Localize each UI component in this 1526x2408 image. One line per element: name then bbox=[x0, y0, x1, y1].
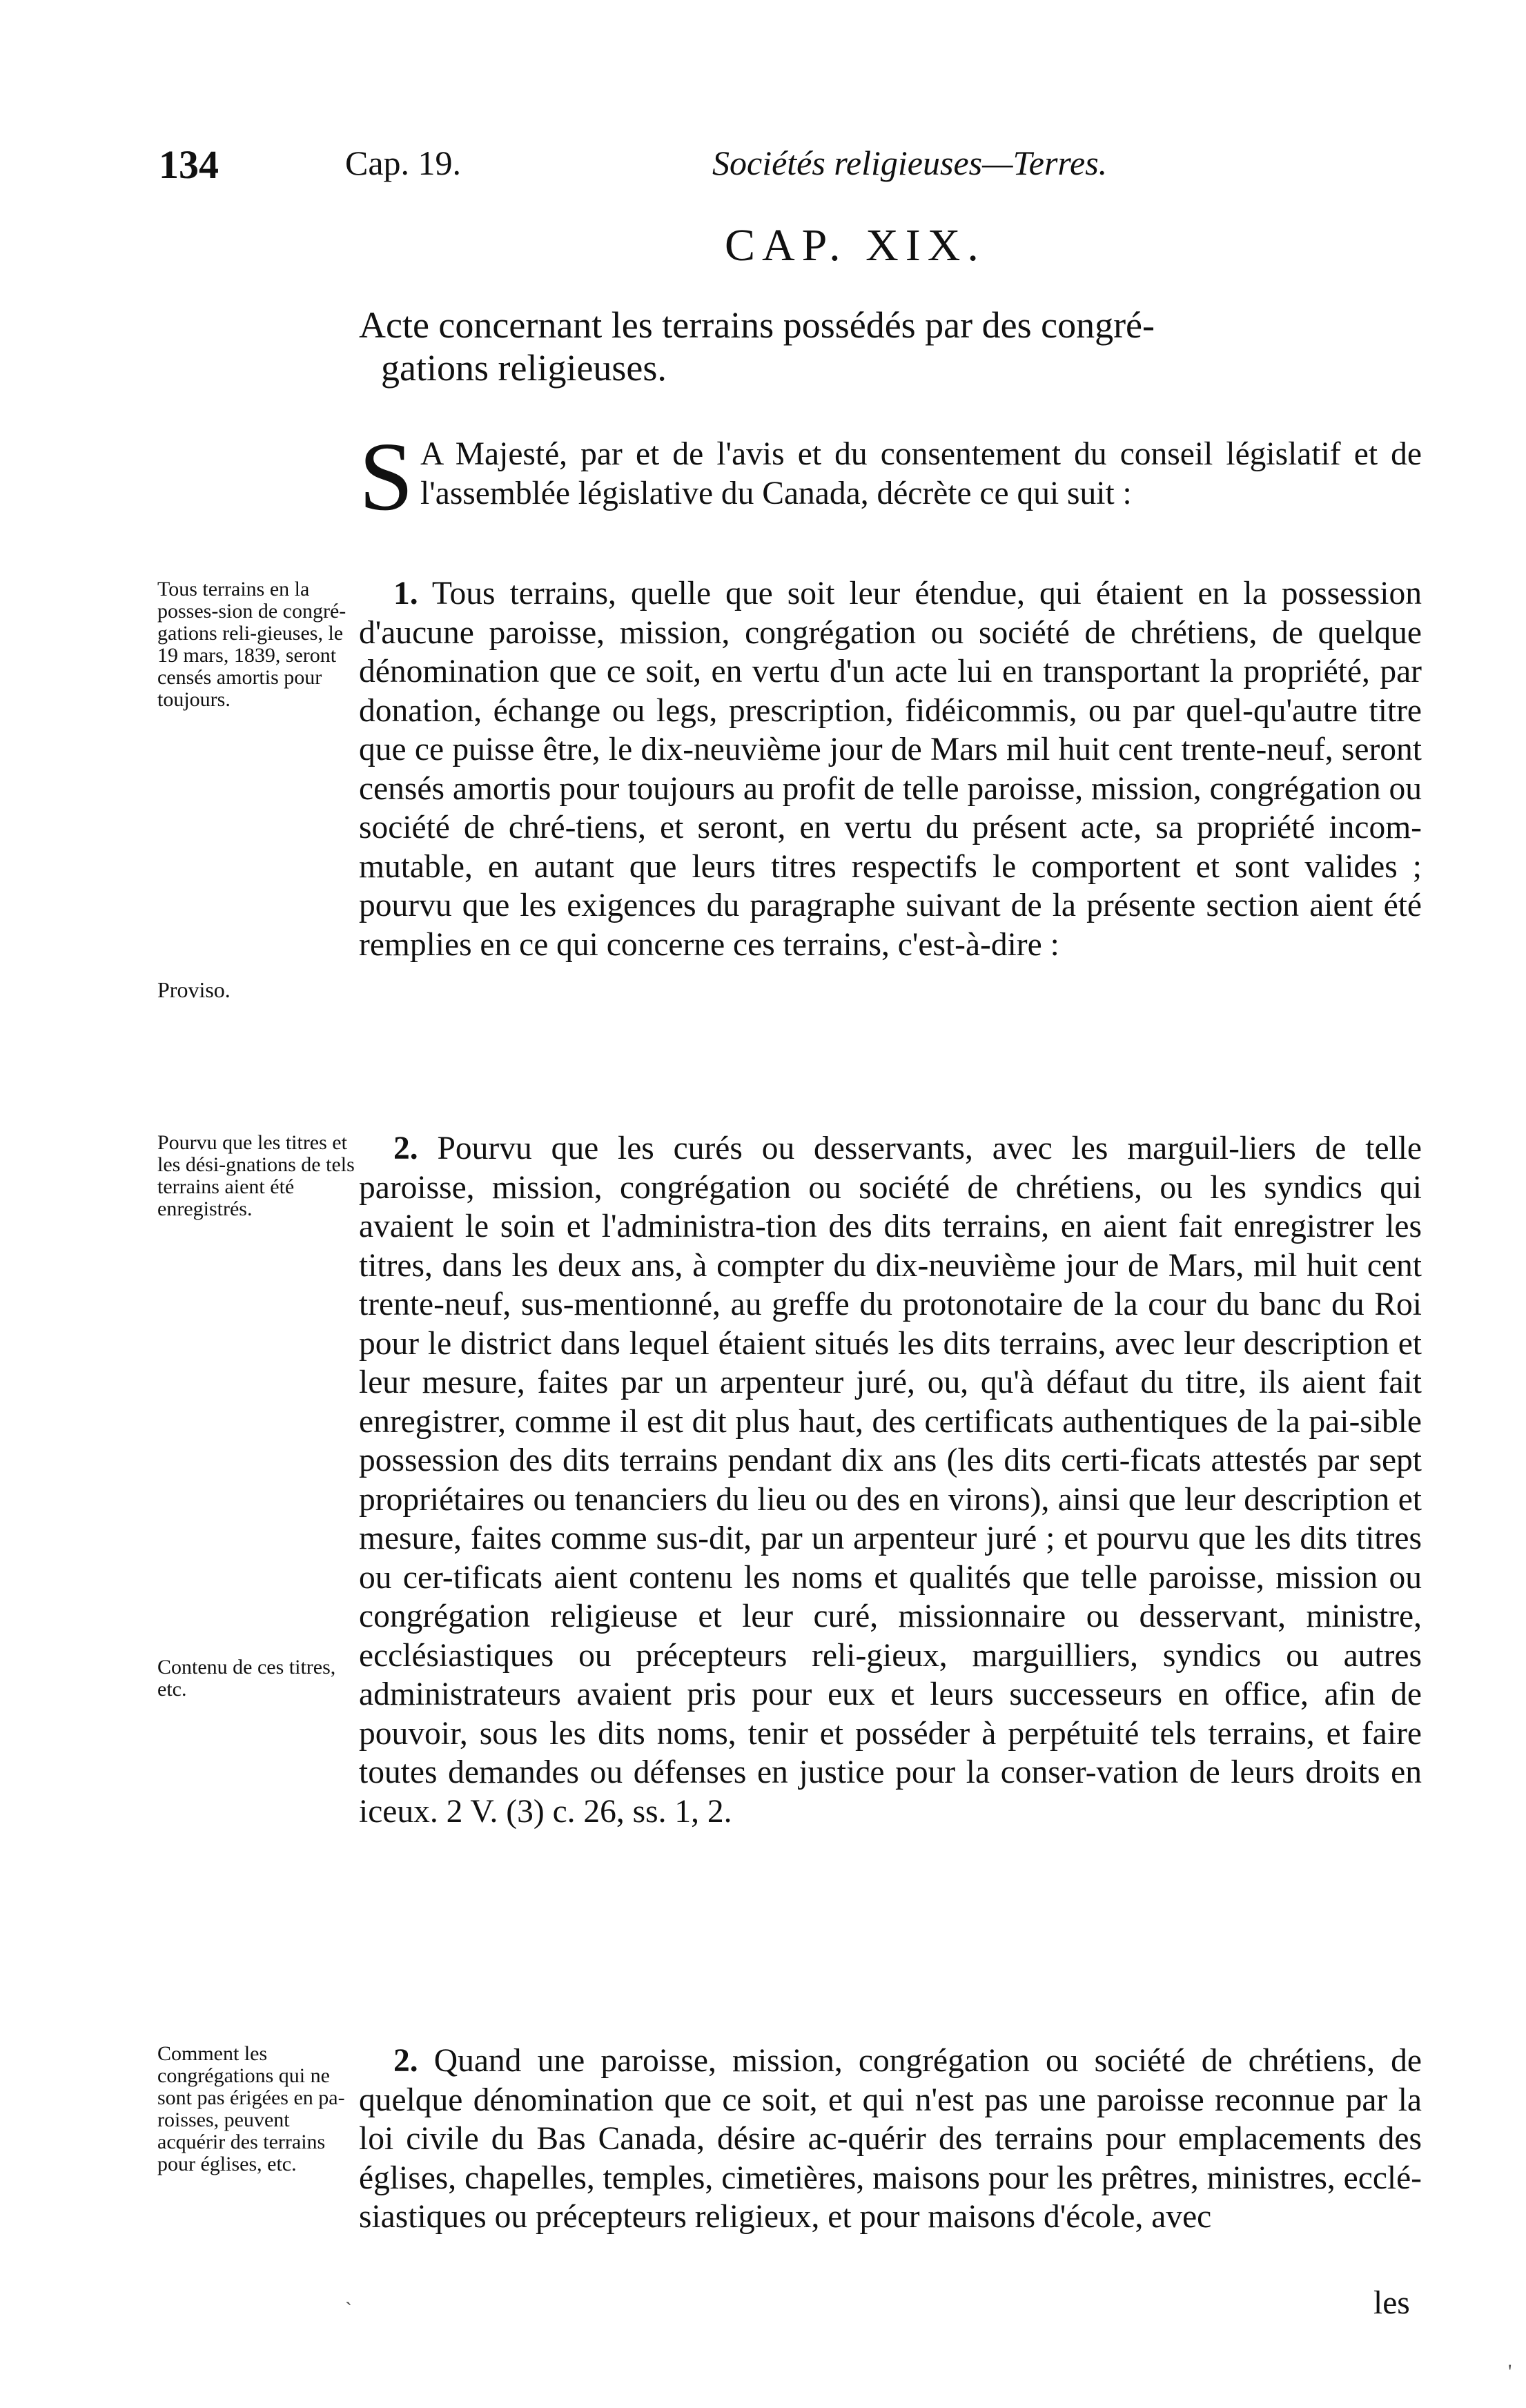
section-1-number: 1. bbox=[393, 576, 418, 611]
act-title bbox=[359, 304, 1422, 389]
section-3 bbox=[359, 2042, 1422, 2237]
preamble-text: A Majesté, par et de l'avis et du consentement du conseil législatif et de l'assemblée législative du Canada, décrète ce qui suit : bbox=[420, 436, 1422, 511]
running-title: Sociétés religieuses—Terres. bbox=[712, 144, 1108, 182]
act-title-line-2: gations religieuses. bbox=[381, 347, 667, 389]
page-number: 134 bbox=[159, 142, 219, 187]
section-2 bbox=[359, 1129, 1422, 1831]
section-2-number: 2. bbox=[393, 1130, 418, 1166]
margin-note-2: Pourvu que les titres et les dési-gnations de tels terrains aient été enregistrés. bbox=[157, 1131, 355, 1220]
margin-note-4: Comment les congrégations qui ne sont pas érigées en pa-roisses, peuvent acquérir des terrains pour églises, etc. bbox=[157, 2042, 345, 2175]
drop-cap: S bbox=[359, 422, 413, 531]
section-3-number: 2. bbox=[393, 2043, 418, 2079]
running-chapter: Cap. 19. bbox=[345, 144, 462, 182]
margin-note-1: Tous terrains en la posses-sion de congré-gations reli-gieuses, le 19 mars, 1839, seront censés amortis pour toujours. bbox=[157, 578, 346, 711]
section-1-text: Tous terrains, quelle que soit leur étendue, qui étaient en la possession d'aucune paroisse, mission, congrégation ou société de chrétiens, de quelque dénomination que ce soit, en vertu d'un acte lui en transportant la propriété, par donation, échange ou legs, prescription, fidéicommis, ou par quel-qu'autre titre que ce puisse être, le dix-neuvième jour de Mars mil huit cent trente-neuf, seront censés amortis pour toujours au profit de telle paroisse, mission, congrégation ou société de chré-tiens, et seront, en vertu du présent acte, sa propriété incom-mutable, en autant que leurs titres respectifs le comportent et sont valides ; pourvu que les exigences du paragraphe suivant de la présente section aient été remplies en ce qui concerne ces terrains, c'est-à-dire : bbox=[359, 576, 1422, 963]
preamble bbox=[359, 422, 1422, 531]
act-title-line-1: Acte concernant les terrains possédés par des congré- bbox=[359, 304, 1155, 346]
chapter-heading: CAP. XIX. bbox=[725, 220, 986, 271]
catchword: les bbox=[1373, 2285, 1410, 2321]
section-3-text: Quand une paroisse, mission, congrégation ou société de chrétiens, de quelque dénomination que ce soit, et qui n'est pas une paroisse reconnue par la loi civile du Bas Canada, désire ac-quérir des terrains pour emplacements des églises, chapelles, temples, cimetières, maisons pour les prêtres, ministres, ecclé-siastiques ou précepteurs religieux, et pour maisons d'école, avec bbox=[359, 2043, 1422, 2235]
section-2-text: Pourvu que les curés ou desservants, avec les marguil-liers de telle paroisse, mission, congrégation ou société de chrétiens, ou les syndics qui avaient le soin et l'administra-tion des dits terrains, en aient fait enregistrer les titres, dans les deux ans, à compter du dix-neuvième jour de Mars, mil huit cent trente-neuf, sus-mentionné, au greffe du protonotaire de la cour du banc du Roi pour le district dans lequel étaient situés les dits terrains, avec leur description et leur mesure, faites par un arpenteur juré, ou, qu'à défaut du titre, ils aient fait enregistrer, comme il est dit plus haut, des certificats authentiques de la pai-sible possession des dits terrains pendant dix ans (les dits certi-ficats attestés par sept propriétaires ou tenanciers du lieu ou des en virons), ainsi que leur description et mesure, faites comme sus-dit, par un arpenteur juré ; et pourvu que les dits titres ou cer-tificats aient contenu les noms et qualités que telle paroisse, mission ou congrégation religieuse et leur curé, missionnaire ou desservant, ministre, ecclésiastiques ou précepteurs reli-gieux, marguilliers, syndics ou autres administrateurs avaient pris pour eux et leurs successeurs en office, afin de pouvoir, sous les dits noms, tenir et posséder à perpétuité tels terrains, et faire toutes demandes ou défenses en justice pour la conser-vation de leurs droits en iceux. 2 V. (3) c. 26, ss. 1, 2. bbox=[359, 1130, 1422, 1830]
stray-mark: ' bbox=[1508, 2360, 1512, 2383]
stray-mark: ` bbox=[345, 2298, 352, 2321]
margin-note-proviso: Proviso. bbox=[157, 977, 231, 1002]
section-1 bbox=[359, 574, 1422, 964]
margin-note-3: Contenu de ces titres, etc. bbox=[157, 1656, 336, 1701]
